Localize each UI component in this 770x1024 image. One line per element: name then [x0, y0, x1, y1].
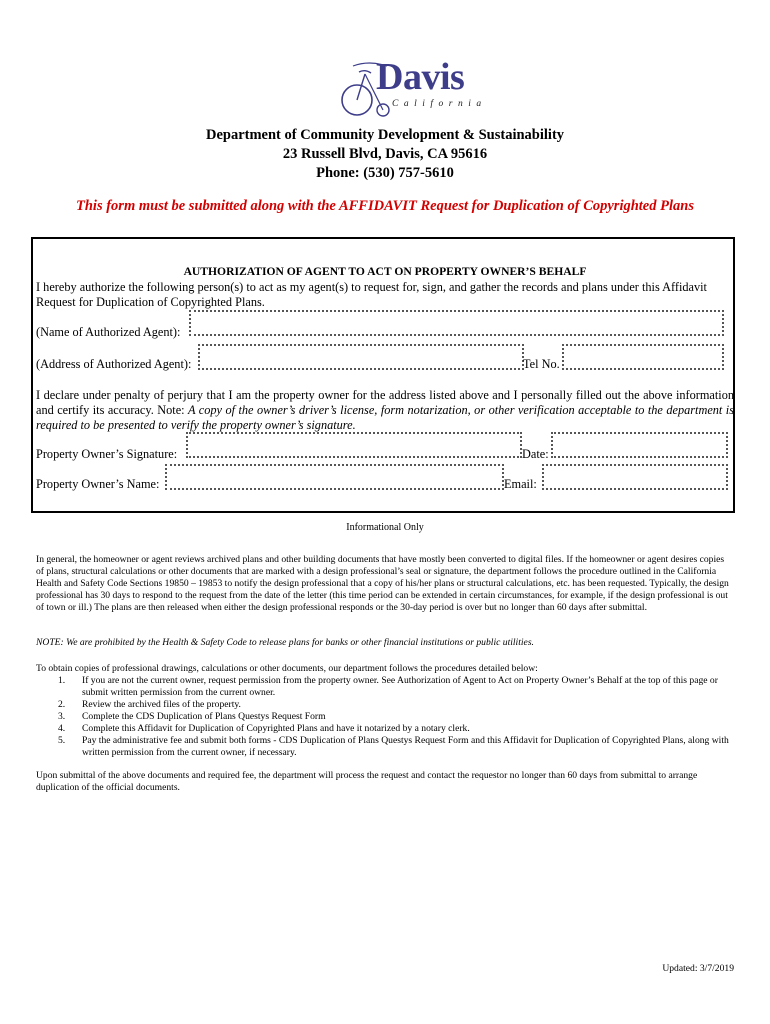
updated-date: Updated: 3/7/2019 [662, 963, 734, 974]
agent-name-field[interactable] [189, 310, 724, 336]
date-label: Date: [522, 447, 549, 461]
signature-field[interactable] [186, 432, 522, 458]
tel-field[interactable] [562, 344, 724, 370]
procedure-step [36, 735, 732, 759]
procedure-steps [36, 675, 732, 759]
signature-label: Property Owner’s Signature: [36, 447, 178, 461]
tel-label: Tel No. [523, 357, 560, 371]
agent-address-label: (Address of Authorized Agent): [36, 357, 192, 371]
declaration-main: I declare under penalty of perjury that I am the property owner for the address listed above and I personally filled out the above information and certify its accuracy. Note: [36, 388, 734, 417]
procedure-step [36, 699, 732, 711]
logo-city-name: Davis [376, 56, 465, 98]
date-field[interactable] [551, 432, 728, 458]
info-note: NOTE: We are prohibited by the Health & Safety Code to release plans for banks or other financial institutions or public utilities. [36, 637, 534, 648]
authorization-intro: I hereby authorize the following person(s) to act as my agent(s) to request for, sign, and gather the records and plans under this Affidavit Request for Duplication of Copyrighted Plans. [36, 280, 707, 309]
info-paragraph-1: In general, the homeowner or agent reviews archived plans and other building documents that have mostly been converted to digital files. If the homeowner or agent desires copies of plans, structural calculations or other documents that are marked with a design professional’s seal or signature, the department follows the procedure outlined in the California Health and Safety Code Sections 19850 – 19853 to notify the design professional that a copy of his/her plans or structural calculations, etc. has been requested. Typically, the design professional has 30 days to respond to the request from the date of the letter (this time period can be extended in certain circumstances, for example, if the design professional is out of town or ill.) The plans are then released when either the design professional responds or the 30-day period is over but no longer than 60 days after submittal. [36, 554, 729, 613]
step-number: 2. [58, 699, 66, 710]
submission-notice: This form must be submitted along with the AFFIDAVIT Request for Duplication of Copyrighted Plans [76, 198, 694, 214]
step-text: Pay the administrative fee and submit both forms - CDS Duplication of Plans Questys Request Form and this Affidavit for Duplication of Copyrighted Plans, along with written permission from the current owner, if necessary. [82, 735, 729, 758]
step-number: 3. [58, 711, 66, 722]
department-phone: Phone: (530) 757-5610 [316, 165, 454, 181]
agent-address-field[interactable] [198, 344, 524, 370]
step-text: Review the archived files of the property. [82, 699, 241, 710]
owner-name-label: Property Owner’s Name: [36, 477, 160, 491]
department-name: Department of Community Development & Sustainability [205, 127, 565, 143]
authorization-title: AUTHORIZATION OF AGENT TO ACT ON PROPERTY OWNER’S BEHALF [183, 265, 587, 278]
step-text: If you are not the current owner, request permission from the property owner. See Authorization of Agent to Act on Property Owner’s Behalf at the top of this page or submit written permission from the current owner. [82, 675, 718, 698]
procedure-step [36, 675, 732, 699]
step-text: Complete the CDS Duplication of Plans Questys Request Form [82, 711, 326, 722]
info-title: Informational Only [346, 522, 424, 533]
agent-name-label: (Name of Authorized Agent): [36, 325, 181, 339]
email-label: Email: [504, 477, 537, 491]
step-number: 4. [58, 723, 66, 734]
procedures-intro: To obtain copies of professional drawings, calculations or other documents, our department follows the procedures detailed below: [36, 663, 538, 674]
procedure-step [36, 711, 732, 723]
info-paragraph-2: Upon submittal of the above documents and required fee, the department will process the request and contact the requestor no longer than 60 days from submittal to arrange duplication of the official documents. [36, 770, 698, 793]
step-number: 5. [58, 735, 66, 746]
declaration-text [36, 388, 734, 433]
email-field[interactable] [542, 464, 728, 490]
declaration-note: A copy of the owner’s driver’s license, form notarization, or other verification acceptable to the department is required to be presented to verify the property owner’s signature. [36, 403, 735, 432]
department-address: 23 Russell Blvd, Davis, CA 95616 [282, 146, 488, 162]
procedure-step [36, 723, 732, 735]
step-number: 1. [58, 675, 66, 686]
logo-state-name: California [392, 99, 487, 109]
step-text: Complete this Affidavit for Duplication of Copyrighted Plans and have it notarized by a notary clerk. [82, 723, 470, 734]
owner-name-field[interactable] [165, 464, 504, 490]
